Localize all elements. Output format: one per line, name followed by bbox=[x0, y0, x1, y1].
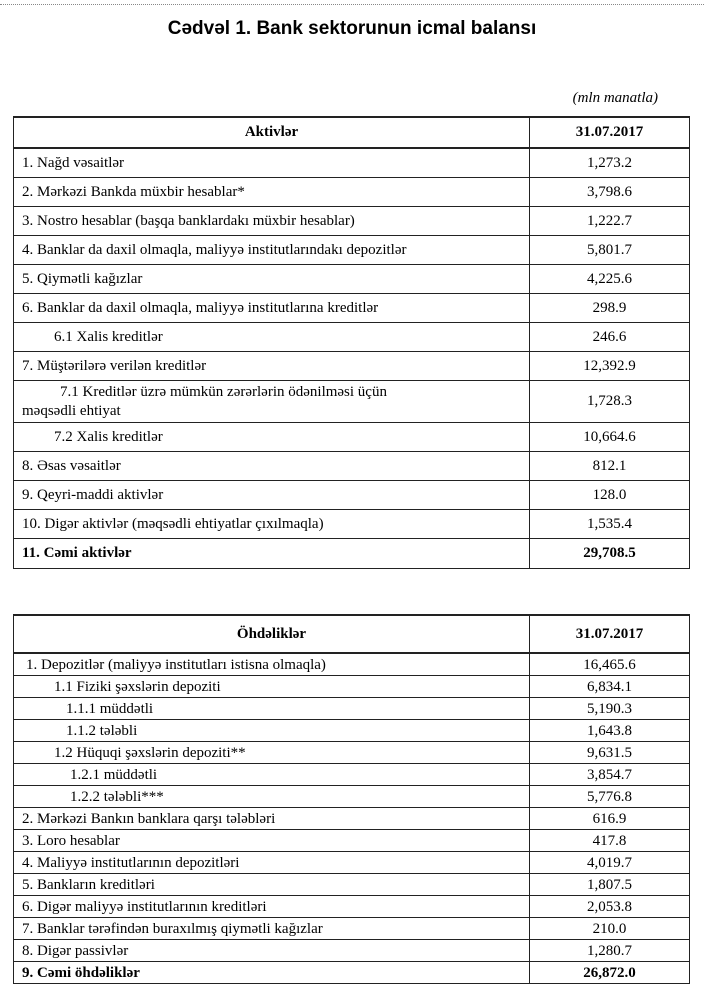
page-title: Cədvəl 1. Bank sektorunun icmal balansı bbox=[167, 18, 537, 39]
row-label: 5. Qiymətli kağızlar bbox=[14, 265, 530, 294]
row-label: 2. Mərkəzi Bankda müxbir hesablar* bbox=[14, 178, 530, 207]
row-label: 6. Digər maliyyə institutlarının kreditləri bbox=[14, 896, 530, 918]
liabilities-table bbox=[13, 614, 690, 984]
table-row bbox=[14, 510, 690, 539]
table-row bbox=[14, 452, 690, 481]
row-value: 6,834.1 bbox=[530, 676, 690, 698]
row-label: 3. Loro hesablar bbox=[14, 830, 530, 852]
liabilities-header-row bbox=[14, 615, 690, 653]
row-value: 3,798.6 bbox=[530, 178, 690, 207]
table-row bbox=[14, 207, 690, 236]
row-label: 7. Banklar tərəfindən buraxılmış qiymətli kağızlar bbox=[14, 918, 530, 940]
row-label: 8. Əsas vəsaitlər bbox=[14, 452, 530, 481]
table-row bbox=[14, 940, 690, 962]
row-label: 4. Maliyyə institutlarının depozitləri bbox=[14, 852, 530, 874]
row-value: 1,273.2 bbox=[530, 148, 690, 178]
table-row bbox=[14, 294, 690, 323]
table-row bbox=[14, 323, 690, 352]
row-label: 1.2 Hüquqi şəxslərin depoziti** bbox=[14, 742, 530, 764]
row-value: 1,535.4 bbox=[530, 510, 690, 539]
row-value: 616.9 bbox=[530, 808, 690, 830]
table-row bbox=[14, 381, 690, 423]
row-label: 1.2.2 tələbli*** bbox=[14, 786, 530, 808]
row-label: 8. Digər passivlər bbox=[14, 940, 530, 962]
table-row bbox=[14, 764, 690, 786]
table-row bbox=[14, 720, 690, 742]
liabilities-header-label: Öhdəliklər bbox=[14, 615, 530, 653]
total-row bbox=[14, 962, 690, 984]
row-value: 417.8 bbox=[530, 830, 690, 852]
row-value: 128.0 bbox=[530, 481, 690, 510]
row-label: 1.1 Fiziki şəxslərin depoziti bbox=[14, 676, 530, 698]
row-label bbox=[14, 381, 530, 423]
row-label: 1.1.1 müddətli bbox=[14, 698, 530, 720]
table-row bbox=[14, 896, 690, 918]
assets-header-date: 31.07.2017 bbox=[530, 117, 690, 148]
table-row bbox=[14, 178, 690, 207]
row-label: 1.1.2 tələbli bbox=[14, 720, 530, 742]
row-value: 246.6 bbox=[530, 323, 690, 352]
row-label: 6. Banklar da daxil olmaqla, maliyyə institutlarına kreditlər bbox=[14, 294, 530, 323]
row-value: 5,801.7 bbox=[530, 236, 690, 265]
row-value: 10,664.6 bbox=[530, 423, 690, 452]
row-label: 9. Qeyri-maddi aktivlər bbox=[14, 481, 530, 510]
row-value: 29,708.5 bbox=[530, 539, 690, 569]
table-row bbox=[14, 352, 690, 381]
table-row bbox=[14, 852, 690, 874]
table-row bbox=[14, 265, 690, 294]
table-row bbox=[14, 481, 690, 510]
row-value: 1,222.7 bbox=[530, 207, 690, 236]
row-label: 2. Mərkəzi Bankın banklara qarşı tələbləri bbox=[14, 808, 530, 830]
row-value: 9,631.5 bbox=[530, 742, 690, 764]
table-row bbox=[14, 676, 690, 698]
row-label: 9. Cəmi öhdəliklər bbox=[14, 962, 530, 984]
row-label: 5. Bankların kreditləri bbox=[14, 874, 530, 896]
row-value: 3,854.7 bbox=[530, 764, 690, 786]
table-row bbox=[14, 653, 690, 676]
table-row bbox=[14, 808, 690, 830]
row-value: 1,728.3 bbox=[530, 381, 690, 423]
table-row bbox=[14, 698, 690, 720]
row-value: 1,280.7 bbox=[530, 940, 690, 962]
table-row bbox=[14, 918, 690, 940]
row-label: 7. Müştərilərə verilən kreditlər bbox=[14, 352, 530, 381]
row-label-line1: 7.1 Kreditlər üzrə mümkün zərərlərin ödənilməsi üçün bbox=[60, 383, 387, 400]
top-dotted-rule bbox=[0, 4, 704, 5]
row-label: 6.1 Xalis kreditlər bbox=[14, 323, 530, 352]
row-value: 2,053.8 bbox=[530, 896, 690, 918]
row-value: 12,392.9 bbox=[530, 352, 690, 381]
liabilities-header-date: 31.07.2017 bbox=[530, 615, 690, 653]
row-value: 4,225.6 bbox=[530, 265, 690, 294]
table-row bbox=[14, 148, 690, 178]
table-row bbox=[14, 742, 690, 764]
row-value: 812.1 bbox=[530, 452, 690, 481]
table-row bbox=[14, 236, 690, 265]
row-value: 5,776.8 bbox=[530, 786, 690, 808]
assets-header-label: Aktivlər bbox=[14, 117, 530, 148]
row-label: 1. Nağd vəsaitlər bbox=[14, 148, 530, 178]
row-value: 5,190.3 bbox=[530, 698, 690, 720]
table-row bbox=[14, 874, 690, 896]
row-value: 210.0 bbox=[530, 918, 690, 940]
row-label-line2: məqsədli ehtiyat bbox=[22, 402, 121, 419]
row-value: 4,019.7 bbox=[530, 852, 690, 874]
row-label: 1.2.1 müddətli bbox=[14, 764, 530, 786]
row-label: 7.2 Xalis kreditlər bbox=[14, 423, 530, 452]
table-row bbox=[14, 423, 690, 452]
assets-header-row bbox=[14, 117, 690, 148]
row-value: 16,465.6 bbox=[530, 653, 690, 676]
row-label: 3. Nostro hesablar (başqa banklardakı müxbir hesablar) bbox=[14, 207, 530, 236]
row-label: 1. Depozitlər (maliyyə institutları istisna olmaqla) bbox=[14, 653, 530, 676]
row-value: 26,872.0 bbox=[530, 962, 690, 984]
assets-table bbox=[13, 116, 690, 569]
row-value: 1,643.8 bbox=[530, 720, 690, 742]
row-label: 11. Cəmi aktivlər bbox=[14, 539, 530, 569]
row-value: 1,807.5 bbox=[530, 874, 690, 896]
unit-note: (mln manatla) bbox=[572, 90, 658, 106]
row-label: 4. Banklar da daxil olmaqla, maliyyə institutlarındakı depozitlər bbox=[14, 236, 530, 265]
row-value: 298.9 bbox=[530, 294, 690, 323]
total-row bbox=[14, 539, 690, 569]
table-row bbox=[14, 786, 690, 808]
table-row bbox=[14, 830, 690, 852]
row-label: 10. Digər aktivlər (məqsədli ehtiyatlar çıxılmaqla) bbox=[14, 510, 530, 539]
